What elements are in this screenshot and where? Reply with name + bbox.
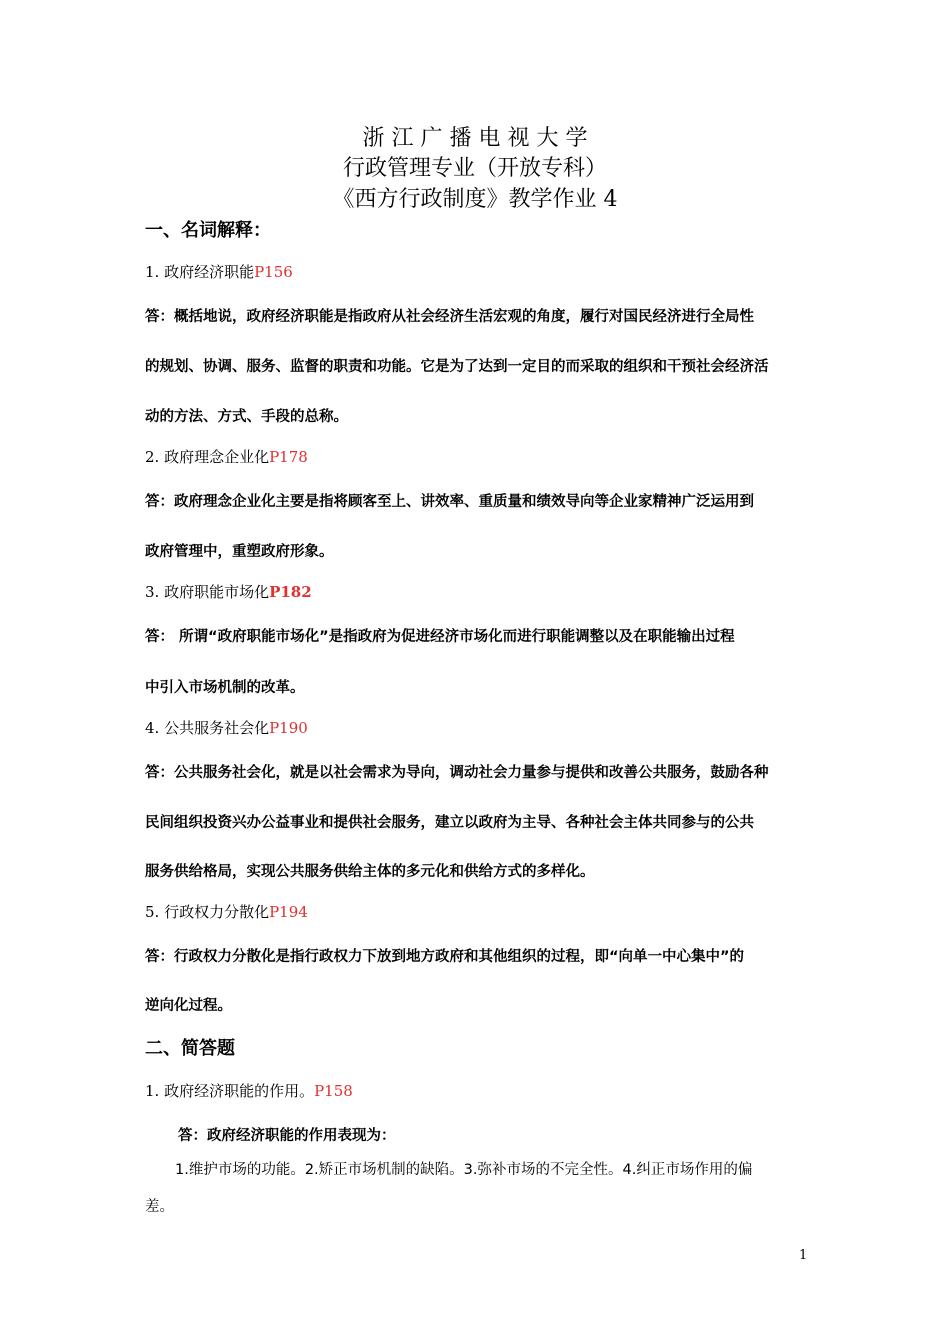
answer-line: 答： 所谓“政府职能市场化”是指政府为促进经济市场化而进行职能调整以及在职能输出过程 xyxy=(145,629,735,645)
term-label: 3. 政府职能市场化 xyxy=(145,583,270,601)
term-label: 1. 政府经济职能的作用。 xyxy=(145,1082,315,1100)
page-number: 1 xyxy=(799,1248,808,1263)
page-ref: P190 xyxy=(269,719,308,737)
page-ref: P182 xyxy=(269,583,312,601)
answer-intro: 答：政府经济职能的作用表现为： xyxy=(178,1128,396,1144)
answer-line: 答：概括地说，政府经济职能是指政府从社会经济生活宏观的角度，履行对国民经济进行全局性 xyxy=(145,309,754,325)
answer-line: 动的方法、方式、手段的总称。 xyxy=(145,409,348,425)
university-title: 浙 江 广 播 电 视 大 学 xyxy=(362,126,588,151)
section-heading-terms: 一、名词解释： xyxy=(145,220,271,241)
term-label: 5. 行政权力分散化 xyxy=(145,903,270,921)
term-item xyxy=(145,1080,353,1101)
answer-line: 差。 xyxy=(145,1199,174,1215)
course-title: 《西方行政制度》教学作业 4 xyxy=(332,187,618,212)
term-label: 2. 政府理念企业化 xyxy=(145,448,270,466)
answer-line: 服务供给格局，实现公共服务供给主体的多元化和供给方式的多样化。 xyxy=(145,864,595,880)
answer-line: 政府管理中，重塑政府形象。 xyxy=(145,544,334,560)
major-title: 行政管理专业（开放专科） xyxy=(342,156,607,181)
term-item xyxy=(145,581,312,602)
term-item xyxy=(145,261,293,282)
answer-line: 答：公共服务社会化，就是以社会需求为导向，调动社会力量参与提供和改善公共服务，鼓励各种 xyxy=(145,765,769,781)
answer-line: 民间组织投资兴办公益事业和提供社会服务，建立以政府为主导、各种社会主体共同参与的公共 xyxy=(145,815,754,831)
section-heading-short-answer: 二、简答题 xyxy=(145,1038,235,1059)
answer-line: 的规划、协调、服务、监督的职责和功能。它是为了达到一定目的而采取的组织和干预社会经济活 xyxy=(145,359,769,375)
answer-line: 中引入市场机制的改革。 xyxy=(145,680,305,696)
answer-line: 答：政府理念企业化主要是指将顾客至上、讲效率、重质量和绩效导向等企业家精神广泛运用到 xyxy=(145,494,754,510)
answer-line: 逆向化过程。 xyxy=(145,998,232,1014)
answer-line: 1.维护市场的功能。2.矫正市场机制的缺陷。3.弥补市场的不完全性。4.纠正市场作用的偏 xyxy=(175,1162,753,1178)
term-item xyxy=(145,446,308,467)
term-label: 4. 公共服务社会化 xyxy=(145,719,270,737)
page-ref: P178 xyxy=(269,448,308,466)
term-item xyxy=(145,901,308,922)
term-item xyxy=(145,717,308,738)
page-ref: P156 xyxy=(254,263,293,281)
answer-line: 答：行政权力分散化是指行政权力下放到地方政府和其他组织的过程，即“向单一中心集中”的 xyxy=(145,949,745,965)
page-ref: P158 xyxy=(314,1082,353,1100)
term-label: 1. 政府经济职能 xyxy=(145,263,255,281)
page-ref: P194 xyxy=(269,903,308,921)
